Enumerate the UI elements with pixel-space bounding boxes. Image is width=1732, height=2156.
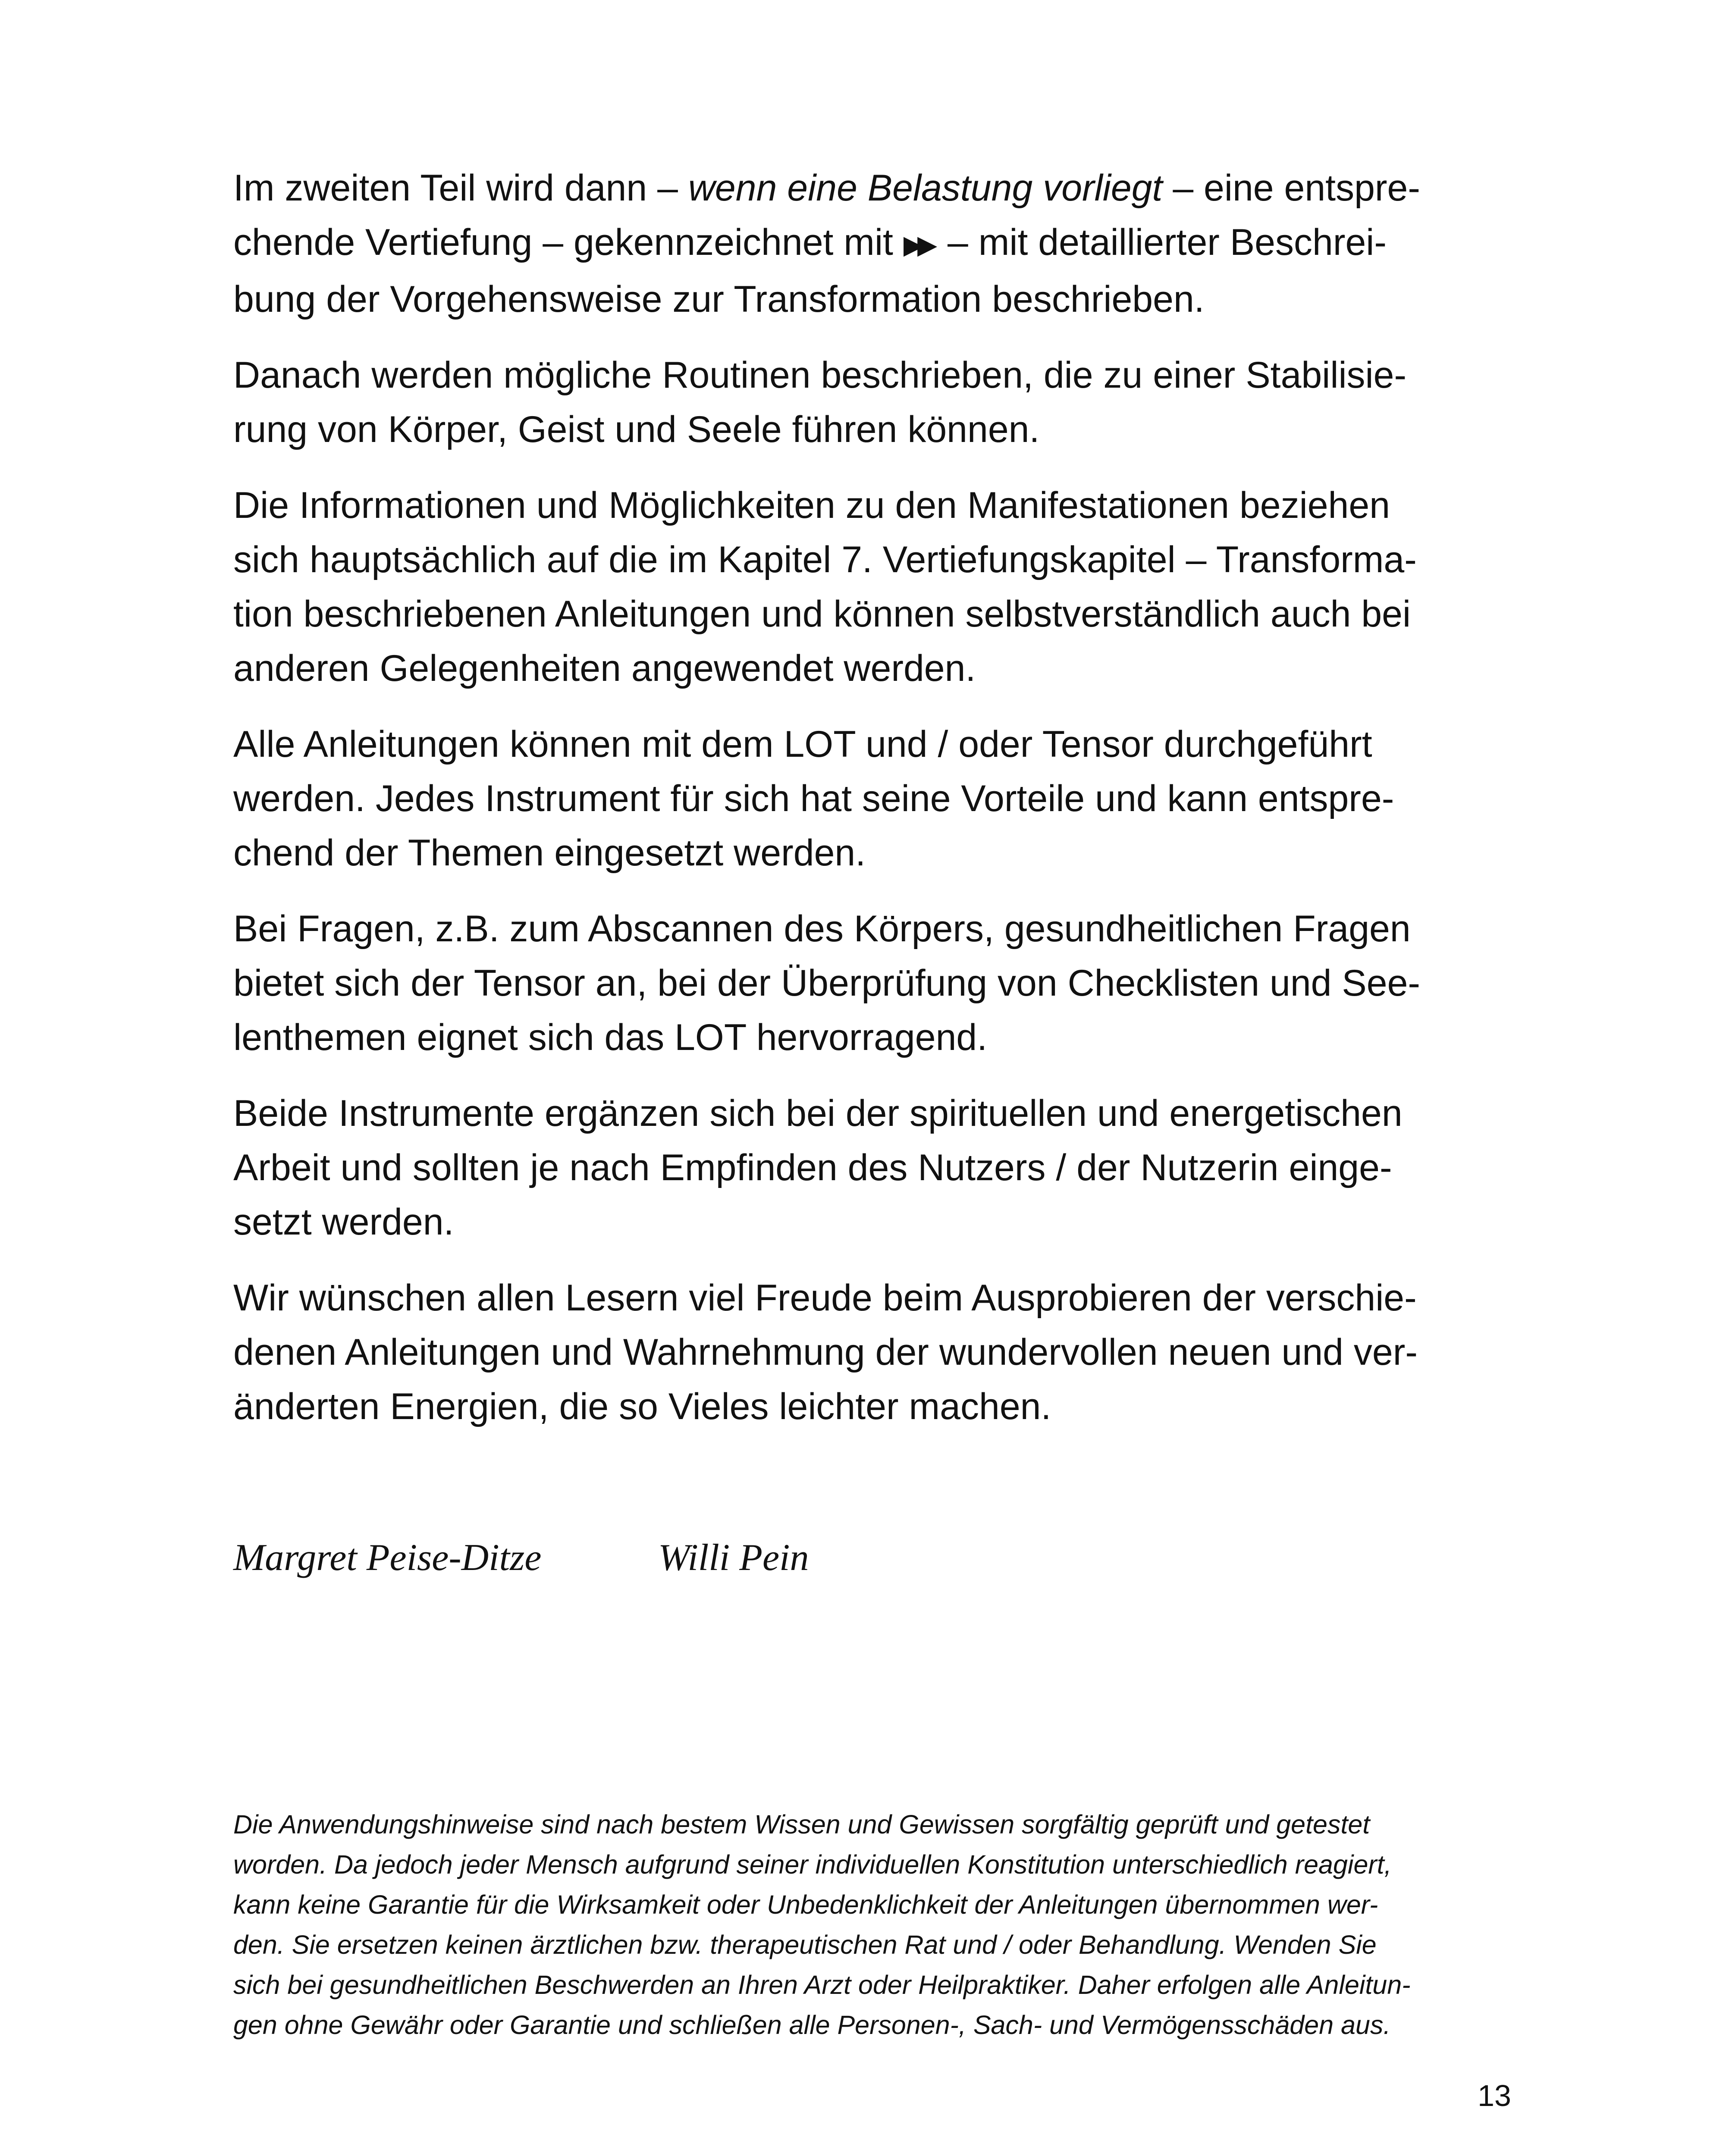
- text-line: Arbeit und sollten je nach Empfinden des Nutzers / der Nutzerin einge-: [233, 1147, 1392, 1189]
- text-line: Alle Anleitungen können mit dem LOT und / oder Tensor durchgeführt: [233, 724, 1372, 765]
- paragraph-list: [233, 348, 1527, 1434]
- paragraph: [233, 1271, 1527, 1434]
- disclaimer-line: worden. Da jedoch jeder Mensch aufgrund seiner individuellen Konstitution unterschiedlich reagiert,: [233, 1850, 1392, 1879]
- disclaimer-line: den. Sie ersetzen keinen ärztlichen bzw. therapeutischen Rat und / oder Behandlung. Wenden Sie: [233, 1930, 1377, 1959]
- disclaimer-line: kann keine Garantie für die Wirksamkeit oder Unbedenklichkeit der Anleitungen übernommen wer-: [233, 1890, 1378, 1919]
- text-line: bung der Vorgehensweise zur Transformation beschrieben.: [233, 279, 1205, 320]
- text-span: – eine entspre-: [1162, 167, 1421, 209]
- text-line: Die Informationen und Möglichkeiten zu den Manifestationen beziehen: [233, 485, 1390, 526]
- text-line: rung von Körper, Geist und Seele führen können.: [233, 409, 1040, 451]
- text-line: Wir wünschen allen Lesern viel Freude beim Ausprobieren der verschie-: [233, 1277, 1417, 1319]
- text-span: Im zweiten Teil wird dann –: [233, 167, 688, 209]
- body-text: [233, 161, 1527, 1455]
- page-number: 13: [1478, 2079, 1511, 2112]
- text-line: Bei Fragen, z.B. zum Abscannen des Körpers, gesundheitlichen Fragen: [233, 908, 1411, 950]
- signature-author-1: Margret Peise-Ditze: [233, 1537, 542, 1579]
- text-line: werden. Jedes Instrument für sich hat seine Vorteile und kann entspre-: [233, 778, 1394, 820]
- text-line: sich hauptsächlich auf die im Kapitel 7. Vertiefungskapitel – Transforma-: [233, 539, 1417, 581]
- text-line: lenthemen eignet sich das LOT hervorragend.: [233, 1017, 988, 1059]
- text-span: chende Vertiefung – gekennzeichnet mit: [233, 222, 904, 263]
- text-line: Danach werden mögliche Routinen beschrieben, die zu einer Stabilisie-: [233, 354, 1407, 396]
- text-line: [233, 215, 1527, 272]
- disclaimer-line: gen ohne Gewähr oder Garantie und schließen alle Personen-, Sach- und Vermögensschäden aus.: [233, 2010, 1391, 2040]
- text-span: – mit detaillierter Beschrei-: [937, 222, 1387, 263]
- fast-forward-icon: ▶▶: [903, 230, 932, 260]
- paragraph: [233, 902, 1527, 1065]
- text-line: [233, 161, 1527, 215]
- italic-emphasis: wenn eine Belastung vorliegt: [688, 167, 1163, 209]
- text-line: Beide Instrumente ergänzen sich bei der spirituellen und energetischen: [233, 1093, 1403, 1134]
- text-line: änderten Energien, die so Vieles leichter machen.: [233, 1386, 1051, 1428]
- paragraph: [233, 1086, 1527, 1249]
- text-line: chend der Themen eingesetzt werden.: [233, 832, 866, 874]
- disclaimer: [233, 1805, 1527, 2045]
- signatures: [233, 1533, 809, 1583]
- signature-author-2: Willi Pein: [658, 1537, 809, 1579]
- disclaimer-line: sich bei gesundheitlichen Beschwerden an Ihren Arzt oder Heilpraktiker. Daher erfolgen alle Anleitun-: [233, 1970, 1411, 1999]
- text-line: anderen Gelegenheiten angewendet werden.: [233, 648, 976, 689]
- text-line: denen Anleitungen und Wahrnehmung der wundervollen neuen und ver-: [233, 1332, 1418, 1373]
- disclaimer-line: Die Anwendungshinweise sind nach bestem Wissen und Gewissen sorgfältig geprüft und getestet: [233, 1810, 1370, 1839]
- paragraph-intro: [233, 161, 1527, 326]
- paragraph: [233, 717, 1527, 880]
- text-line: bietet sich der Tensor an, bei der Überprüfung von Checklisten und See-: [233, 962, 1421, 1004]
- text-line: setzt werden.: [233, 1201, 454, 1243]
- text-line: tion beschriebenen Anleitungen und können selbstverständlich auch bei: [233, 593, 1411, 635]
- paragraph: [233, 348, 1527, 457]
- paragraph: [233, 478, 1527, 696]
